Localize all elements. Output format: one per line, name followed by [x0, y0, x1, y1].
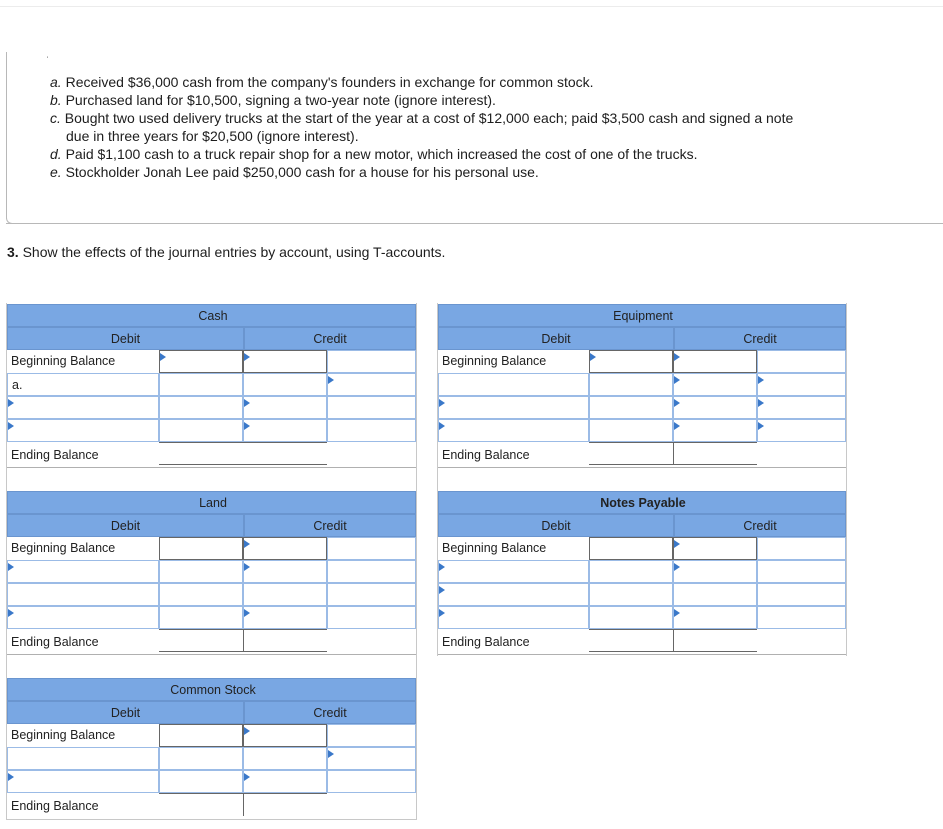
notes-payable-end-credit: [673, 629, 757, 652]
land-row-1-credit[interactable]: [327, 560, 416, 583]
dropdown-marker-icon: [439, 609, 445, 617]
cash-bottom-line: [7, 467, 416, 468]
common-stock-row-2-debit[interactable]: [159, 770, 243, 793]
dropdown-marker-icon: [590, 353, 596, 361]
cash-beg-amount-input[interactable]: [327, 350, 416, 373]
common-stock-row-2-credit[interactable]: [327, 770, 416, 793]
dropdown-marker-icon: [244, 609, 250, 617]
cash-row-3-credit[interactable]: [327, 419, 416, 442]
equipment-beg-debit-input[interactable]: [589, 350, 673, 373]
dropdown-marker-icon: [244, 727, 250, 735]
notes-payable-row-1-label[interactable]: [438, 560, 589, 583]
land-row-2-credit-label[interactable]: [243, 583, 327, 606]
common-stock-title-bar: [7, 678, 416, 701]
land-beg-amount-input[interactable]: [327, 537, 416, 560]
middle-border: [416, 303, 417, 819]
dropdown-marker-icon: [8, 422, 14, 430]
land-row-2-label[interactable]: [7, 583, 159, 606]
land-ending-balance-label: Ending Balance: [11, 635, 99, 649]
cash-row-3-credit-label[interactable]: [243, 419, 327, 442]
dropdown-marker-icon: [328, 376, 334, 384]
notes-payable-row-3-credit[interactable]: [757, 606, 846, 629]
equipment-debit-header: Debit: [438, 327, 674, 350]
dropdown-marker-icon: [244, 540, 250, 548]
cash-row-a-credit[interactable]: [327, 373, 416, 396]
notes-payable-title: Notes Payable: [600, 496, 686, 510]
dropdown-marker-icon: [244, 353, 250, 361]
cash-row-2-credit-label[interactable]: [243, 396, 327, 419]
equipment-end-debit: [589, 442, 673, 465]
common-stock-beginning-balance-label: Beginning Balance: [11, 728, 116, 742]
land-row-2-credit[interactable]: [327, 583, 416, 606]
dropdown-marker-icon: [674, 540, 680, 548]
equipment-row-1-label[interactable]: [438, 373, 589, 396]
transactions-panel-bottom: [6, 223, 943, 224]
dropdown-marker-icon: [674, 609, 680, 617]
common-stock-row-1-label[interactable]: [7, 747, 159, 770]
common-stock-beg-credit-input[interactable]: [243, 724, 327, 747]
land-credit-header: Credit: [244, 514, 416, 537]
transaction-e: e. Stockholder Jonah Lee paid $250,000 cash for a house for his personal use.: [50, 164, 539, 180]
equipment-ending-balance-label: Ending Balance: [442, 448, 530, 462]
transaction-c: c. Bought two used delivery trucks at the start of the year at a cost of $12,000 each; paid $3,500 cash and signed a note: [50, 110, 794, 126]
equipment-end-credit: [673, 442, 757, 465]
notes-payable-row-3-label[interactable]: [438, 606, 589, 629]
notes-payable-beginning-balance-label: Beginning Balance: [442, 541, 547, 555]
land-beg-credit-input[interactable]: [243, 537, 327, 560]
land-row-1-debit[interactable]: [159, 560, 243, 583]
notes-payable-row-2-label[interactable]: [438, 583, 589, 606]
cash-debit-header: Debit: [7, 327, 244, 350]
cash-credit-header: Credit: [244, 327, 416, 350]
notes-payable-row-3-credit-label[interactable]: [673, 606, 757, 629]
notes-payable-credit-header: Credit: [674, 514, 846, 537]
cash-row-a-label-input[interactable]: [7, 373, 159, 396]
common-stock-beg-debit-input[interactable]: [159, 724, 243, 747]
equipment-title: Equipment: [613, 309, 673, 323]
land-debit-header: Debit: [7, 514, 244, 537]
equipment-row-3-debit[interactable]: [589, 419, 673, 442]
equipment-bottom-line: [438, 467, 846, 468]
cash-row-2-label-input[interactable]: [7, 396, 159, 419]
land-end-credit: [243, 629, 327, 652]
cash-ending-balance-label: Ending Balance: [11, 448, 99, 462]
notes-payable-beg-debit-input[interactable]: [589, 537, 673, 560]
transaction-c-cont: due in three years for $20,500 (ignore interest).: [66, 128, 359, 144]
dropdown-marker-icon: [758, 422, 764, 430]
notes-payable-end-debit: [589, 629, 673, 652]
top-divider: [0, 6, 943, 7]
land-end-debit: [159, 629, 243, 652]
common-stock-end-credit: [243, 793, 327, 816]
equipment-row-3-credit[interactable]: [757, 419, 846, 442]
cash-end-credit: [243, 442, 327, 465]
land-row-1-label[interactable]: [7, 560, 159, 583]
land-row-1-credit-label[interactable]: [243, 560, 327, 583]
land-beg-debit-input[interactable]: [159, 537, 243, 560]
equipment-row-1-credit[interactable]: [757, 373, 846, 396]
dropdown-marker-icon: [674, 563, 680, 571]
transaction-d: d. Paid $1,100 cash to a truck repair shop for a new motor, which increased the cost of one of the trucks.: [50, 146, 698, 162]
scroll-marker: ˌ: [46, 48, 50, 59]
equipment-beginning-balance-label: Beginning Balance: [442, 354, 547, 368]
common-stock-row-1-credit-label[interactable]: [243, 747, 327, 770]
notes-payable-beg-amount-input[interactable]: [757, 537, 846, 560]
land-row-3-credit-label[interactable]: [243, 606, 327, 629]
dropdown-marker-icon: [8, 773, 14, 781]
dropdown-marker-icon: [244, 773, 250, 781]
dropdown-marker-icon: [758, 399, 764, 407]
common-stock-row-2-label[interactable]: [7, 770, 159, 793]
cash-end-debit: [159, 442, 243, 465]
dropdown-marker-icon: [439, 399, 445, 407]
equipment-row-3-label[interactable]: [438, 419, 589, 442]
notes-payable-row-3-debit[interactable]: [589, 606, 673, 629]
equipment-row-1-debit[interactable]: [589, 373, 673, 396]
equipment-row-1-credit-label[interactable]: [673, 373, 757, 396]
dropdown-marker-icon: [439, 586, 445, 594]
dropdown-marker-icon: [674, 376, 680, 384]
equipment-beg-credit-input[interactable]: [673, 350, 757, 373]
cash-row-a-debit[interactable]: [159, 373, 243, 396]
equipment-row-3-credit-label[interactable]: [673, 419, 757, 442]
common-stock-beg-amount-input[interactable]: [327, 724, 416, 747]
cash-row-2-debit[interactable]: [159, 396, 243, 419]
common-stock-title: Common Stock: [170, 683, 256, 697]
cash-title: Cash: [198, 309, 228, 323]
equipment-row-2-debit[interactable]: [589, 396, 673, 419]
question-3: 3. Show the effects of the journal entries by account, using T-accounts.: [7, 244, 446, 260]
transaction-b: b. Purchased land for $10,500, signing a two-year note (ignore interest).: [50, 92, 496, 108]
equipment-title-bar: [438, 304, 846, 327]
dropdown-marker-icon: [244, 399, 250, 407]
dropdown-marker-icon: [674, 353, 680, 361]
dropdown-marker-icon: [758, 376, 764, 384]
equipment-row-2-label[interactable]: [438, 396, 589, 419]
dropdown-marker-icon: [8, 563, 14, 571]
cash-row-2-credit[interactable]: [327, 396, 416, 419]
dropdown-marker-icon: [439, 563, 445, 571]
dropdown-marker-icon: [244, 422, 250, 430]
notes-payable-debit-header: Debit: [438, 514, 674, 537]
cash-beg-debit-input[interactable]: [159, 350, 243, 373]
transaction-a: a. Received $36,000 cash from the company's founders in exchange for common stock.: [50, 74, 594, 90]
dropdown-marker-icon: [8, 399, 14, 407]
land-row-3-debit[interactable]: [159, 606, 243, 629]
notes-payable-beg-credit-input[interactable]: [673, 537, 757, 560]
cash-row-a-label: a.: [12, 378, 23, 392]
notes-payable-row-2-credit[interactable]: [757, 583, 846, 606]
common-stock-row-2-credit-label[interactable]: [243, 770, 327, 793]
dropdown-marker-icon: [674, 422, 680, 430]
land-row-2-debit[interactable]: [159, 583, 243, 606]
common-stock-row-1-credit[interactable]: [327, 747, 416, 770]
notes-payable-ending-balance-label: Ending Balance: [442, 635, 530, 649]
notes-payable-row-2-debit[interactable]: [589, 583, 673, 606]
land-row-3-credit[interactable]: [327, 606, 416, 629]
bottom-border: [6, 819, 417, 820]
dropdown-marker-icon: [8, 609, 14, 617]
notes-payable-row-1-debit[interactable]: [589, 560, 673, 583]
equipment-beg-amount-input[interactable]: [757, 350, 846, 373]
cash-row-3-label-input[interactable]: [7, 419, 159, 442]
notes-payable-row-1-credit[interactable]: [757, 560, 846, 583]
dropdown-marker-icon: [439, 422, 445, 430]
land-bottom-line: [7, 654, 416, 655]
equipment-row-2-credit-label[interactable]: [673, 396, 757, 419]
dropdown-marker-icon: [328, 750, 334, 758]
equipment-row-2-credit[interactable]: [757, 396, 846, 419]
dropdown-marker-icon: [244, 563, 250, 571]
cash-beg-credit-input[interactable]: [243, 350, 327, 373]
common-stock-debit-header: Debit: [7, 701, 244, 724]
common-stock-end-debit: [159, 793, 243, 816]
cash-beginning-balance-label: Beginning Balance: [11, 354, 116, 368]
notes-payable-row-1-credit-label[interactable]: [673, 560, 757, 583]
cash-title-bar: [7, 304, 416, 327]
equipment-credit-header: Credit: [674, 327, 846, 350]
dropdown-marker-icon: [674, 399, 680, 407]
cash-row-3-debit[interactable]: [159, 419, 243, 442]
cash-row-a-credit-label[interactable]: [243, 373, 327, 396]
notes-payable-row-2-credit-label[interactable]: [673, 583, 757, 606]
land-title: Land: [199, 496, 227, 510]
land-row-3-label[interactable]: [7, 606, 159, 629]
common-stock-ending-balance-label: Ending Balance: [11, 799, 99, 813]
common-stock-credit-header: Credit: [244, 701, 416, 724]
dropdown-marker-icon: [160, 353, 166, 361]
land-title-bar: [7, 491, 416, 514]
notes-payable-title-bar: [438, 491, 846, 514]
notes-payable-bottom-line: [438, 654, 846, 655]
land-beginning-balance-label: Beginning Balance: [11, 541, 116, 555]
common-stock-row-1-debit[interactable]: [159, 747, 243, 770]
right-border: [846, 303, 847, 656]
